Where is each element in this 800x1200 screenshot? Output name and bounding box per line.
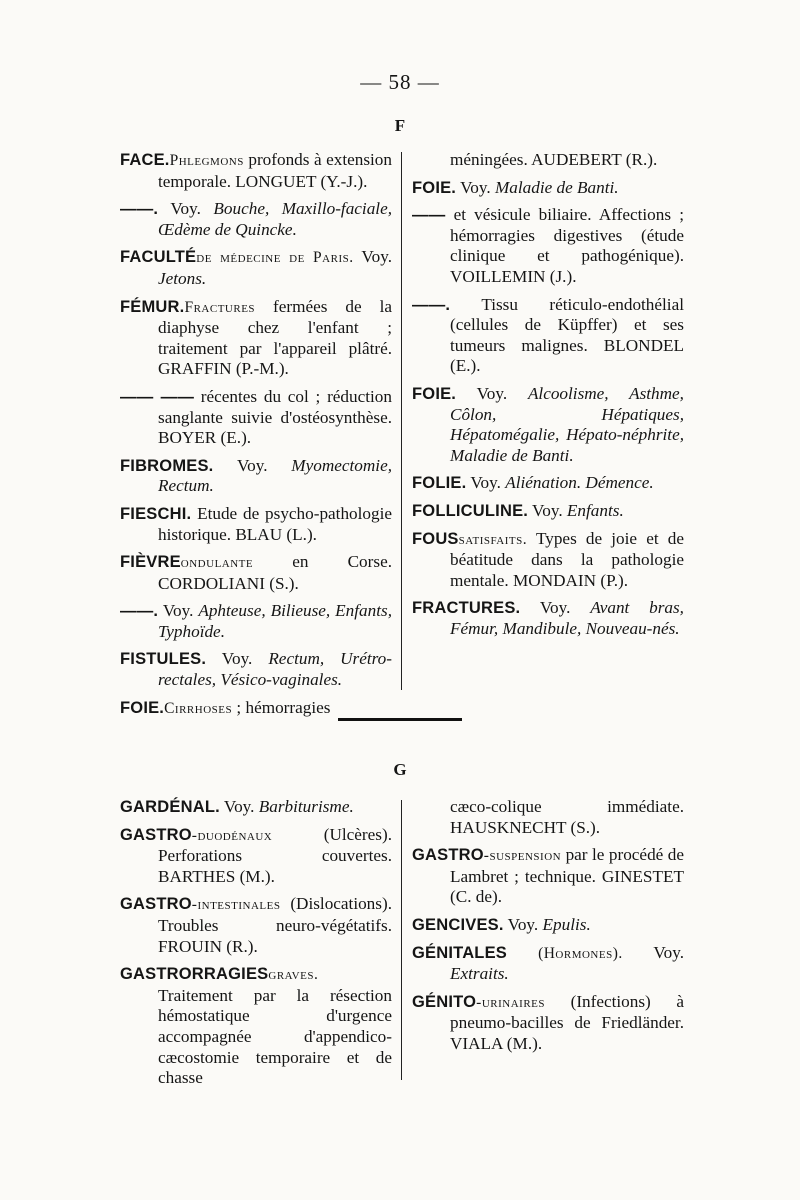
index-entry <box>412 150 684 171</box>
entry-headword: GÉNITO <box>412 992 477 1011</box>
entry-subheading: -duodénaux <box>191 826 273 844</box>
entry-text: Voy. <box>503 914 543 934</box>
index-entry <box>412 992 684 1055</box>
entry-reference: Maladie de Banti. <box>494 177 619 197</box>
entry-text: récentes du col ; réduction sanglante suivie d'ostéosynthèse. BOYER (E.). <box>158 386 392 448</box>
entry-reference: Extraits. <box>450 964 509 984</box>
entry-text: cæco-colique immédiate. HAUSKNECHT (S.). <box>450 797 684 837</box>
entry-text: Voy. <box>353 247 392 267</box>
entry-headword: FACULTÉ <box>120 248 197 267</box>
index-entry <box>412 384 684 466</box>
entry-text: (Dislocations). Troubles neuro-végétatifs. FROUIN (R.). <box>158 894 392 956</box>
entry-text: Voy. <box>219 797 259 816</box>
entry-text: Types de joie et de béatitude dans la pathologie mentale. MONDAIN (P.). <box>450 528 684 590</box>
section-letter-f: F <box>394 116 406 135</box>
entry-text: Voy. <box>158 601 199 621</box>
entry-subheading: -intestinales <box>191 896 281 914</box>
entry-text: fermées de la diaphyse chez l'enfant ; traitement par l'appareil plâtré. GRAFFIN (P.-M.). <box>158 296 392 379</box>
entry-headword: ——. <box>412 295 451 314</box>
entry-reference: Aliénation. Démence. <box>505 473 654 493</box>
entry-headword: FOIE. <box>120 698 165 717</box>
entry-subheading: graves. <box>268 966 319 984</box>
index-entry <box>120 698 392 720</box>
entry-headword: —— <box>412 206 446 225</box>
entry-headword: ——. <box>120 602 159 621</box>
entry-text: Voy. <box>456 177 495 197</box>
entry-headword: GASTRO <box>120 895 192 914</box>
index-entry <box>120 150 392 192</box>
entry-headword: FIESCHI. <box>120 504 192 523</box>
entry-text: profonds à extension temporale. LONGUET (Y.-J.). <box>158 150 392 191</box>
section-letter-g: G <box>393 760 407 779</box>
index-entry <box>120 247 392 289</box>
entry-reference: Barbiturisme. <box>258 797 354 816</box>
entry-subheading: satisfaits. <box>458 530 528 548</box>
entry-reference: Myomectomie, Rectum. <box>158 455 392 496</box>
index-entry <box>412 915 684 936</box>
entry-subheading: -urinaires <box>476 993 545 1011</box>
entry-text: Voy. <box>622 942 684 962</box>
entry-text: Tissu réticulo-endothélial (cellules de Küpffer) et ses tumeurs malignes. BLONDEL (E.). <box>450 294 684 376</box>
index-entry <box>120 297 392 380</box>
column-g-left <box>120 797 392 1096</box>
entry-text: (Infections) à pneumo-bacilles de Friedländer. VIALA (M.). <box>450 991 684 1053</box>
entry-headword: GARDÉNAL. <box>120 798 220 816</box>
entry-headword: GASTRORRAGIES <box>120 965 269 984</box>
entry-reference: Jetons. <box>158 268 207 288</box>
entry-text: Voy. <box>158 199 214 219</box>
column-divider-f <box>401 152 402 690</box>
entry-headword: FOIE. <box>412 178 457 197</box>
index-entry <box>412 529 684 592</box>
entry-headword: GÉNITALES <box>412 943 507 962</box>
entry-headword: FOUS <box>412 529 459 548</box>
entry-subheading: Phlegmons <box>169 152 244 169</box>
index-entry <box>412 295 684 377</box>
entry-reference: Epulis. <box>542 914 591 934</box>
index-entry <box>120 825 392 888</box>
page-number: — 58 — <box>360 70 440 94</box>
entry-headword: FACE. <box>120 151 170 169</box>
entry-headword: FISTULES. <box>120 650 207 669</box>
column-g-right <box>412 797 684 1062</box>
entry-subheading: Cirrhoses <box>164 699 233 717</box>
index-entry <box>120 552 392 594</box>
index-entry <box>120 797 392 818</box>
index-entry <box>412 178 684 199</box>
entry-text: ; hémorragies <box>232 697 331 717</box>
index-entry <box>412 205 684 287</box>
entry-subheading: (Hormones). <box>507 944 623 962</box>
index-entry <box>412 501 684 522</box>
index-entry <box>120 601 392 642</box>
column-divider-g <box>401 800 402 1080</box>
entry-reference: Bouche, Maxillo-faciale, Œdème de Quincke. <box>158 199 392 239</box>
entry-headword: FOIE. <box>412 384 457 403</box>
entry-reference: Alcoolisme, Asthme, Côlon, Hépatiques, Hépatomégalie, Hépato-néphrite, Maladie de Banti. <box>450 383 684 465</box>
section-rule <box>338 718 462 721</box>
entry-subheading: -suspension <box>483 847 562 865</box>
entry-headword: GASTRO <box>120 825 192 844</box>
entry-subheading: Fractures <box>184 298 256 316</box>
entry-text: Voy. <box>528 500 567 520</box>
index-entry <box>120 199 392 240</box>
entry-text: Voy. <box>206 649 269 669</box>
entry-text: Voy. <box>466 473 506 493</box>
entry-text: Traitement par la résection hémostatique d'urgence accompagnée d'appendico-cæcostomie temporaire et de chasse <box>158 985 392 1088</box>
entry-reference: Rectum, Urétro-rectales, Vésico-vaginales. <box>158 649 392 690</box>
entry-headword: GENCIVES. <box>412 915 504 934</box>
column-f-right <box>412 150 684 646</box>
index-entry <box>120 649 392 690</box>
entry-headword: FRACTURES. <box>412 599 521 618</box>
index-entry <box>120 456 392 497</box>
entry-headword: FIBROMES. <box>120 456 214 475</box>
entry-headword: FOLLICULINE. <box>412 501 529 520</box>
column-f-left <box>120 150 392 726</box>
entry-reference: Enfants. <box>566 500 624 520</box>
entry-reference: Avant bras, Fémur, Mandibule, Nouveau-nés. <box>450 598 684 638</box>
entry-headword: FÉMUR. <box>120 297 185 316</box>
entry-text: méningées. AUDEBERT (R.). <box>450 150 658 169</box>
entry-headword: GASTRO <box>412 846 484 865</box>
entry-text: et vésicule biliaire. Affections ; hémorragies digestives (étude clinique et pathogénique). VOILLEMIN (J.). <box>445 205 684 286</box>
index-entry <box>120 387 392 449</box>
index-entry <box>412 598 684 639</box>
entry-text: Etude de psycho-pathologie historique. BLAU (L.). <box>158 503 392 544</box>
entry-headword: —— —— <box>120 387 195 406</box>
entry-text: (Ulcères). Perforations couvertes. BARTHES (M.). <box>158 824 392 886</box>
entry-reference: Aphteuse, Bilieuse, Enfants, Typhoïde. <box>158 601 392 641</box>
index-entry <box>120 504 392 545</box>
entry-headword: FOLIE. <box>412 474 467 493</box>
index-entry <box>120 894 392 957</box>
index-entry <box>120 964 392 1089</box>
entry-subheading: de médecine de Paris. <box>196 249 354 267</box>
entry-text: en Corse. CORDOLIANI (S.). <box>158 552 392 593</box>
entry-text: Voy. <box>456 383 528 403</box>
entry-text: Voy. <box>520 598 591 618</box>
entry-headword: FIÈVRE <box>120 553 181 572</box>
index-entry <box>412 943 684 985</box>
entry-subheading: ondulante <box>180 554 254 572</box>
entry-headword: ——. <box>120 200 159 219</box>
entry-text: Voy. <box>213 455 292 475</box>
index-entry <box>412 845 684 908</box>
entry-text: par le procédé de Lambret ; technique. GINESTET (C. de). <box>450 845 684 907</box>
index-entry <box>412 797 684 838</box>
index-entry <box>412 473 684 494</box>
